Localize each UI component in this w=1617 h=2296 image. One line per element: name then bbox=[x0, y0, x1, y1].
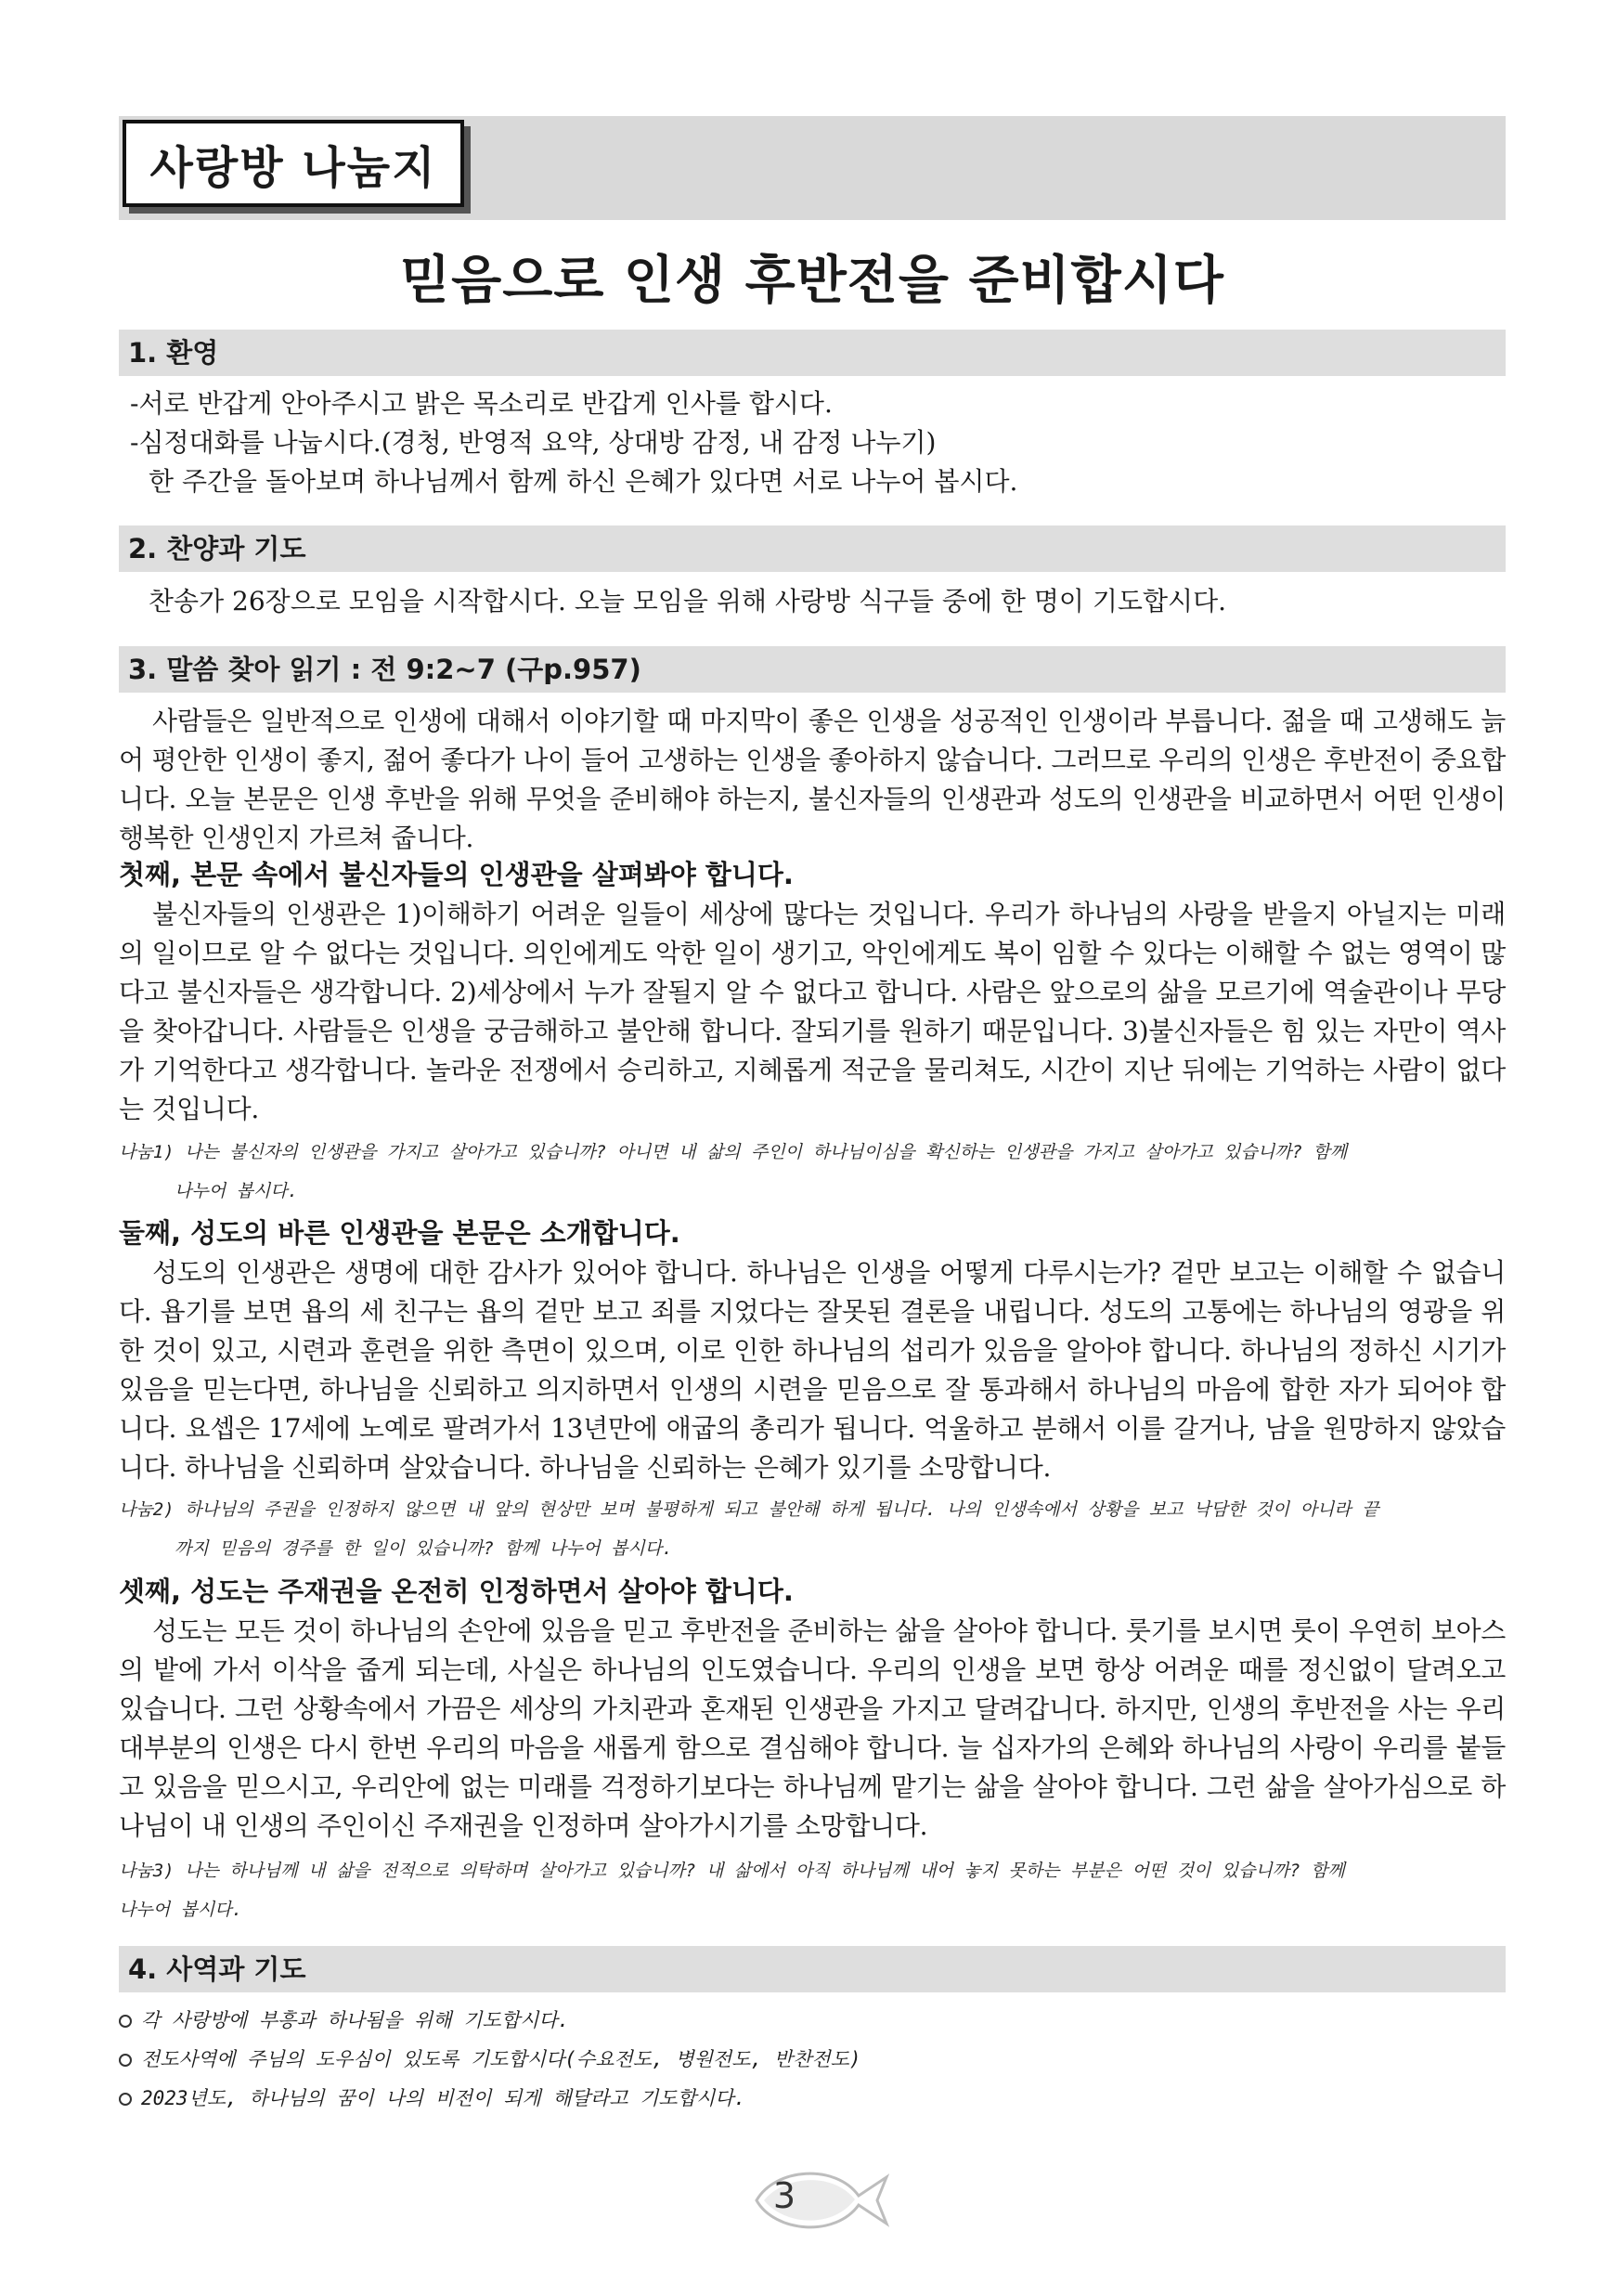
sharing-note-2-line-b: 까지 믿음의 경주를 한 일이 있습니까? 함께 나누어 봅시다. bbox=[175, 1538, 673, 1559]
sharing-note-1 bbox=[119, 1133, 1506, 1211]
point3-title: 셋째, 성도는 주재권을 온전히 인정하면서 살아야 합니다. bbox=[119, 1576, 794, 1607]
point3-text: 성도는 모든 것이 하나님의 손안에 있음을 믿고 후반전을 준비하는 삶을 살아야 합니다. 룻기를 보시면 룻이 우연히 보아스의 밭에 가서 이삭을 줍게 되는데, 사실은 하나님의 인도였습니다. 우리의 인생을 보면 항상 어려운 때를 정신없이 달려오고 있습니다. 그런 상황속에서 가끔은 세상의 가치관과 혼재된 인생관을 가지고 달려갑니다. 하지만, 인생의 후반전을 사는 우리 대부분의 인생은 다시 한번 우리의 마음을 새롭게 함으로 결심해야 합니다. 늘 십자가의 은혜와 하나님의 사랑이 우리를 붙들고 있음을 믿으시고, 우리안에 없는 미래를 걱정하기보다는 하나님께 맡기는 삶을 살아야 합니다. 그런 삶을 살아가심으로 하나님이 내 인생의 주인이신 주재권을 인정하며 살아가시기를 소망합니다. bbox=[119, 1615, 1506, 1841]
prayer-item-text: 2023년도, 하나님의 꿈이 나의 비전이 되게 해달라고 기도합시다. bbox=[141, 2087, 746, 2109]
section-heading-welcome: 1. 환영 bbox=[119, 330, 1506, 376]
page-number: 3 bbox=[772, 2175, 796, 2216]
bullet-icon bbox=[119, 2093, 132, 2106]
section-heading-praise: 2. 찬양과 기도 bbox=[119, 525, 1506, 572]
point1-text: 불신자들의 인생관은 1)이해하기 어려운 일들이 세상에 많다는 것입니다. 우리가 하나님의 사랑을 받을지 아닐지는 미래의 일이므로 알 수 없다는 것입니다. 의인에게도 악한 일이 생기고, 악인에게도 복이 임할 수 있다는 이해할 수 없는 영역이 많다고 불신자들은 생각합니다. 2)세상에서 누가 잘될지 알 수 없다고 합니다. 사람은 앞으로의 삶을 모르기에 역술관이나 무당을 찾아갑니다. 사람들은 인생을 궁금해하고 불안해 합니다. 잘되기를 원하기 때문입니다. 3)불신자들은 힘 있는 자만이 역사가 기억한다고 생각합니다. 놀라운 전쟁에서 승리하고, 지혜롭게 적군을 물리쳐도, 시간이 지난 뒤에는 기억하는 사람이 없다는 것입니다. bbox=[119, 899, 1506, 1124]
bullet-icon bbox=[119, 2054, 132, 2067]
prayer-item-text: 각 사랑방에 부흥과 하나됨을 위해 기도합시다. bbox=[141, 2009, 570, 2031]
prayer-item bbox=[119, 2004, 569, 2037]
bullet-icon bbox=[119, 2015, 132, 2028]
sharing-note-3-line-b: 나누어 봅시다. bbox=[119, 1900, 243, 1920]
section-heading-word: 3. 말씀 찾아 읽기 : 전 9:2~7 (구p.957) bbox=[119, 646, 1506, 693]
prayer-item-text: 전도사역에 주님의 도우심이 있도록 기도합시다(수요전도, 병원전도, 반찬전도) bbox=[141, 2048, 861, 2070]
sharing-note-1-line-b: 나누어 봅시다. bbox=[175, 1181, 299, 1201]
praise-text: 찬송가 26장으로 모임을 시작합시다. 오늘 모임을 위해 사랑방 식구들 중에 한 명이 기도합시다. bbox=[149, 586, 1227, 616]
sharing-note-1-line-a: 나눔1) 나는 불신자의 인생관을 가지고 살아가고 있습니까? 아니면 내 삶의 주인이 하나님이심을 확신하는 인생관을 가지고 살아가고 있습니까? 함께 bbox=[119, 1142, 1348, 1162]
page-title: 믿음으로 인생 후반전을 준비합시다 bbox=[400, 251, 1224, 311]
sharing-note-2-line-a: 나눔2) 하나님의 주권을 인정하지 않으면 내 앞의 현상만 보며 불평하게 되고 불안해 하게 됩니다. 나의 인생속에서 상황을 보고 낙담한 것이 아니라 끝 bbox=[119, 1499, 1379, 1520]
prayer-item bbox=[119, 2043, 861, 2076]
section-heading-mission: 4. 사역과 기도 bbox=[119, 1946, 1506, 1992]
sharing-note-3-line-a: 나눔3) 나는 하나님께 내 삶을 전적으로 의탁하며 살아가고 있습니까? 내 삶에서 아직 하나님께 내어 놓지 못하는 부분은 어떤 것이 있습니까? 함께 bbox=[119, 1861, 1345, 1881]
point2-title: 둘째, 성도의 바른 인생관을 본문은 소개합니다. bbox=[119, 1217, 680, 1249]
prayer-item bbox=[119, 2082, 745, 2115]
page-footer bbox=[747, 2159, 896, 2242]
welcome-line-1: -서로 반갑게 안아주시고 밝은 목소리로 반갑게 인사를 합시다. bbox=[130, 388, 833, 419]
sharing-note-3 bbox=[119, 1851, 1506, 1929]
point2-text: 성도의 인생관은 생명에 대한 감사가 있어야 합니다. 하나님은 인생을 어떻게 다루시는가? 겉만 보고는 이해할 수 없습니다. 욥기를 보면 욥의 세 친구는 욥의 겉만 보고 죄를 지었다는 잘못된 결론을 내립니다. 성도의 고통에는 하나님의 영광을 위한 것이 있고, 시련과 훈련을 위한 측면이 있으며, 이로 인한 하나님의 섭리가 있음을 알아야 합니다. 하나님의 정하신 시기가 있음을 믿는다면, 하나님을 신뢰하고 의지하면서 인생의 시련을 믿음으로 잘 통과해서 하나님의 마음에 합한 자가 되어야 합니다. 요셉은 17세에 노예로 팔려가서 13년만에 애굽의 총리가 됩니다. 억울하고 분해서 이를 갈거나, 남을 원망하지 않았습니다. 하나님을 신뢰하며 살았습니다. 하나님을 신뢰하는 은혜가 있기를 소망합니다. bbox=[119, 1257, 1506, 1483]
sharing-note-2 bbox=[119, 1490, 1506, 1568]
point1-title: 첫째, 본문 속에서 불신자들의 인생관을 살펴봐야 합니다. bbox=[119, 859, 794, 890]
welcome-line-3: 한 주간을 돌아보며 하나님께서 함께 하신 은혜가 있다면 서로 나누어 봅시다. bbox=[149, 466, 1018, 497]
welcome-line-2: -심정대화를 나눕시다.(경청, 반영적 요약, 상대방 감정, 내 감정 나누기) bbox=[130, 427, 937, 458]
word-intro: 사람들은 일반적으로 인생에 대해서 이야기할 때 마지막이 좋은 인생을 성공적인 인생이라 부릅니다. 젊을 때 고생해도 늙어 평안한 인생이 좋지, 젊어 좋다가 나이 들어 고생하는 인생을 좋아하지 않습니다. 그러므로 우리의 인생은 후반전이 중요합니다. 오늘 본문은 인생 후반을 위해 무엇을 준비해야 하는지, 불신자들의 인생관과 성도의 인생관을 비교하면서 어떤 인생이 행복한 인생인지 가르쳐 줍니다. bbox=[119, 706, 1506, 853]
header-label: 사랑방 나눔지 bbox=[123, 120, 464, 207]
